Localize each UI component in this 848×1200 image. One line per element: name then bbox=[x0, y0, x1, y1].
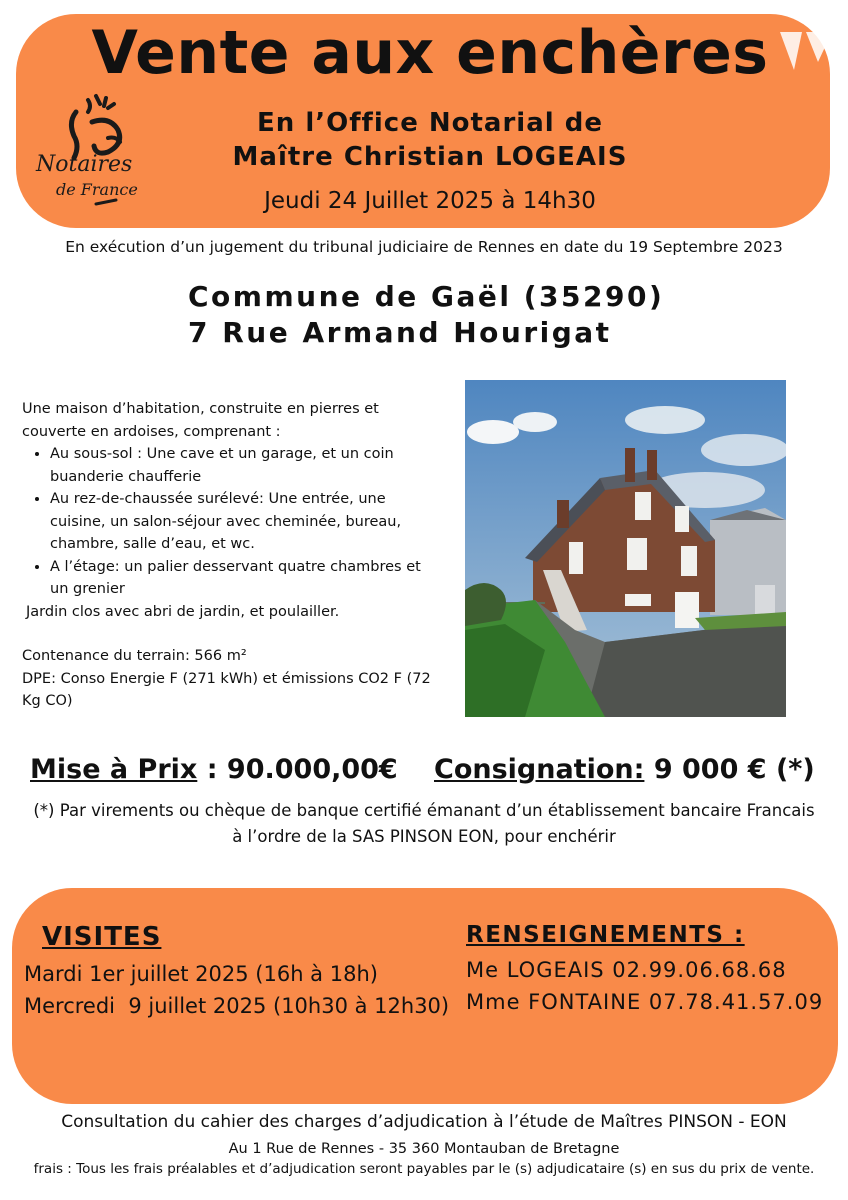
consignation-value: 9 000 € (*) bbox=[644, 754, 815, 785]
contact-fontaine: Mme FONTAINE 07.78.41.57.09 bbox=[466, 990, 824, 1014]
address-heading: 7 Rue Armand Hourigat bbox=[188, 316, 612, 349]
land-area: Contenance du terrain: 566 m² bbox=[22, 648, 247, 664]
corner-logo-icon bbox=[772, 22, 848, 78]
dpe-text: DPE: Conso Energie F (271 kWh) et émissions CO2 F (72 Kg CO) bbox=[22, 670, 431, 709]
fees-text: frais : Tous les frais préalables et d’adjudication seront payables par le (s) adjudicataire (s) en sus du prix de vente. bbox=[33, 1161, 815, 1177]
footnote-line-2: à l’ordre de la SAS PINSON EON, pour enchérir bbox=[232, 827, 616, 846]
auction-date: Jeudi 24 Juillet 2025 à 14h30 bbox=[264, 188, 596, 214]
footnote-line-1: (*) Par virements ou chèque de banque certifié émanant d’un établissement bancaire Francais bbox=[33, 801, 815, 820]
consultation-text: Consultation du cahier des charges d’adjudication à l’étude de Maîtres PINSON - EON bbox=[61, 1112, 787, 1132]
info-title: RENSEIGNEMENTS : bbox=[466, 922, 745, 948]
list-item: • Au rez-de-chaussée surélevé: Une entrée, une cuisine, un salon-séjour avec cheminée, bureau, chambre, salle d’eau, et wc. bbox=[50, 488, 442, 556]
payment-footnote bbox=[0, 798, 848, 850]
starting-price bbox=[30, 754, 398, 785]
room-list bbox=[22, 443, 442, 601]
visit-date-2: Mercredi 9 juillet 2025 (10h30 à 12h30) bbox=[24, 994, 450, 1018]
list-item: • A l’étage: un palier desservant quatre chambres et un grenier bbox=[50, 556, 442, 601]
mise-value: : 90.000,00€ bbox=[197, 754, 398, 785]
page-title: Vente aux enchères bbox=[91, 18, 769, 88]
office-line-2: Maître Christian LOGEAIS bbox=[232, 142, 628, 172]
consignation-label: Consignation: bbox=[434, 754, 645, 785]
logo-subtitle: de France bbox=[56, 180, 138, 199]
garden-text: Jardin clos avec abri de jardin, et poulailler. bbox=[26, 603, 340, 620]
office-line-1: En l’Office Notarial de bbox=[257, 108, 603, 138]
commune-heading: Commune de Gaël (35290) bbox=[188, 280, 665, 313]
visit-date-1: Mardi 1er juillet 2025 (16h à 18h) bbox=[24, 962, 378, 986]
list-item: • Au sous-sol : Une cave et un garage, et un coin buanderie chaufferie bbox=[50, 443, 442, 488]
description-intro: Une maison d’habitation, construite en pierres et couverte en ardoises, comprenant : bbox=[22, 401, 379, 440]
office-address: Au 1 Rue de Rennes - 35 360 Montauban de Bretagne bbox=[228, 1141, 620, 1157]
house-photo bbox=[465, 380, 786, 717]
judgement-text: En exécution d’un jugement du tribunal judiciaire de Rennes en date du 19 Septembre 2023 bbox=[65, 238, 783, 256]
visits-title: VISITES bbox=[42, 922, 162, 952]
logo-name: Notaires bbox=[36, 152, 133, 177]
mise-label: Mise à Prix bbox=[30, 754, 198, 785]
property-description bbox=[22, 398, 442, 713]
contact-logeais: Me LOGEAIS 02.99.06.68.68 bbox=[466, 958, 787, 982]
deposit-price bbox=[434, 754, 815, 785]
